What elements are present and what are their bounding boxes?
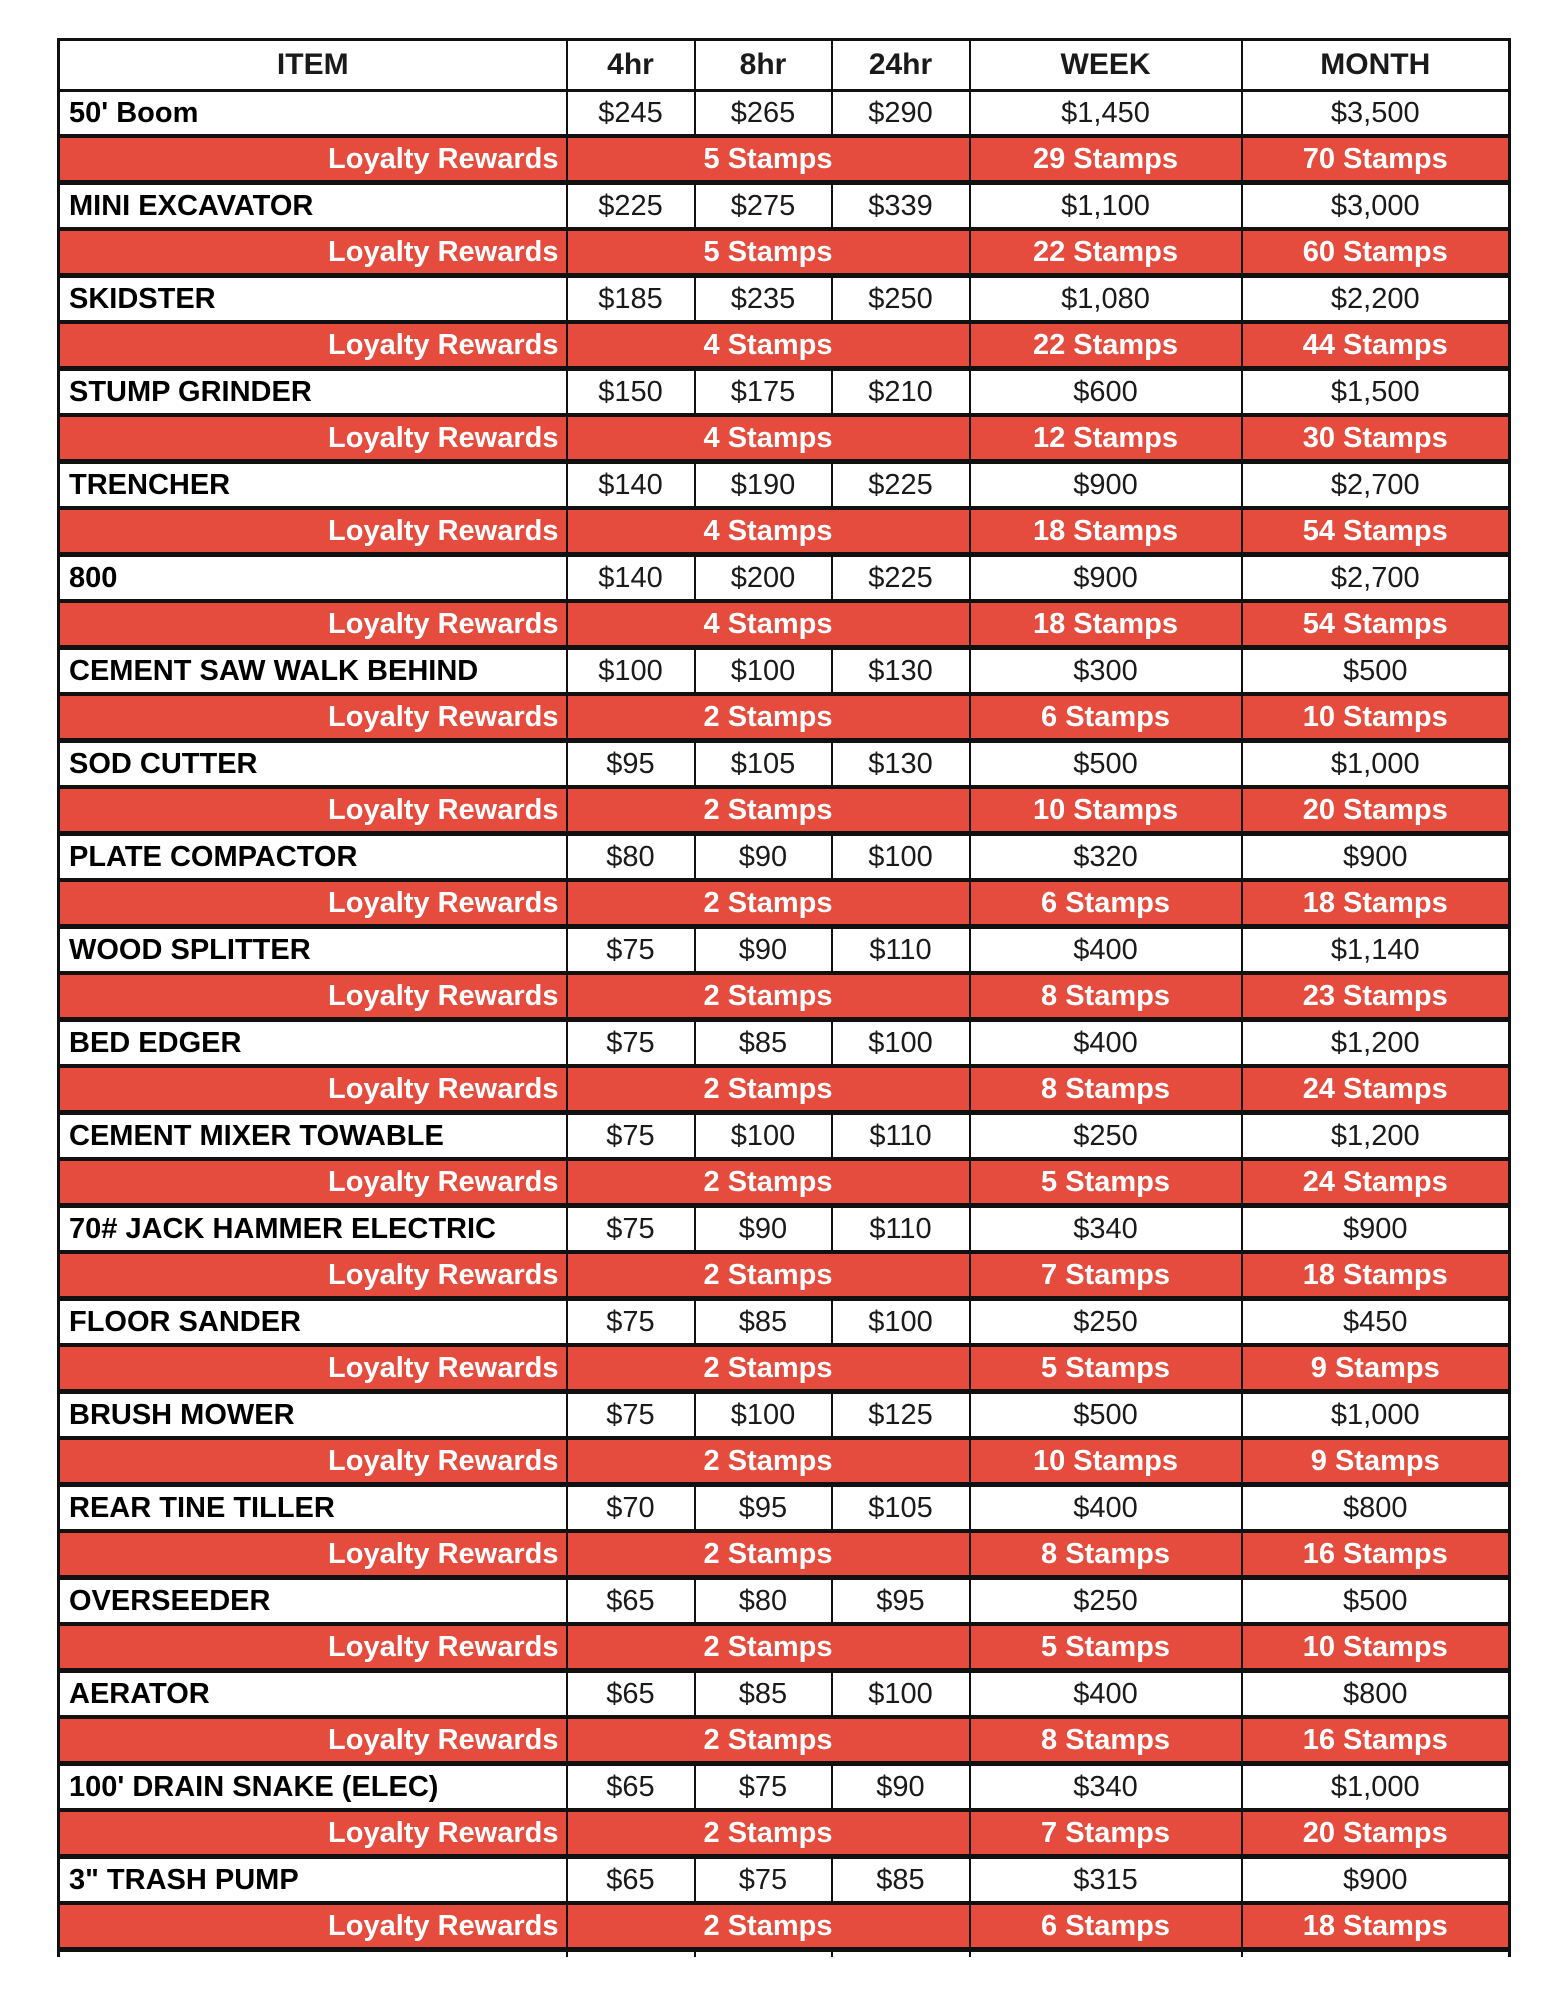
loyalty-stamps-base: 2 Stamps	[567, 1903, 970, 1950]
column-header-4hr: 4hr	[567, 40, 695, 91]
loyalty-stamps-base: 5 Stamps	[567, 136, 970, 183]
price-week: $340	[970, 1206, 1242, 1253]
price-week: $900	[970, 462, 1242, 509]
loyalty-stamps-month: 23 Stamps	[1242, 973, 1510, 1020]
loyalty-stamps-month: 18 Stamps	[1242, 1903, 1510, 1950]
item-name: PLATE COMPACTOR	[59, 834, 567, 881]
price-24hr: $110	[832, 1113, 970, 1160]
item-name: SOD CUTTER	[59, 741, 567, 788]
price-week: $340	[970, 1764, 1242, 1811]
loyalty-stamps-month: 18 Stamps	[1242, 880, 1510, 927]
partial-cell	[970, 1950, 1242, 1958]
item-row	[59, 183, 1510, 230]
price-8hr: $90	[695, 834, 832, 881]
price-week: $250	[970, 1113, 1242, 1160]
loyalty-stamps-month: 10 Stamps	[1242, 694, 1510, 741]
loyalty-stamps-week: 8 Stamps	[970, 1531, 1242, 1578]
partial-row	[59, 1950, 1510, 1958]
loyalty-stamps-month: 44 Stamps	[1242, 322, 1510, 369]
price-24hr: $225	[832, 555, 970, 602]
loyalty-label: Loyalty Rewards	[59, 1159, 567, 1206]
partial-cell	[59, 1950, 567, 1958]
price-4hr: $185	[567, 276, 695, 323]
price-8hr: $80	[695, 1578, 832, 1625]
loyalty-stamps-week: 8 Stamps	[970, 973, 1242, 1020]
price-8hr: $265	[695, 91, 832, 137]
loyalty-label: Loyalty Rewards	[59, 880, 567, 927]
loyalty-row	[59, 415, 1510, 462]
price-24hr: $250	[832, 276, 970, 323]
loyalty-stamps-base: 2 Stamps	[567, 1159, 970, 1206]
loyalty-label: Loyalty Rewards	[59, 1717, 567, 1764]
price-24hr: $110	[832, 1206, 970, 1253]
item-row	[59, 927, 1510, 974]
loyalty-row	[59, 1066, 1510, 1113]
price-month: $3,000	[1242, 183, 1510, 230]
loyalty-label: Loyalty Rewards	[59, 1624, 567, 1671]
price-24hr: $110	[832, 927, 970, 974]
loyalty-stamps-month: 54 Stamps	[1242, 601, 1510, 648]
loyalty-stamps-week: 12 Stamps	[970, 415, 1242, 462]
loyalty-stamps-base: 4 Stamps	[567, 322, 970, 369]
item-name: 800	[59, 555, 567, 602]
loyalty-stamps-base: 2 Stamps	[567, 1438, 970, 1485]
loyalty-row	[59, 1252, 1510, 1299]
loyalty-label: Loyalty Rewards	[59, 601, 567, 648]
price-24hr: $130	[832, 741, 970, 788]
loyalty-stamps-week: 18 Stamps	[970, 508, 1242, 555]
loyalty-stamps-month: 20 Stamps	[1242, 787, 1510, 834]
price-24hr: $100	[832, 1671, 970, 1718]
price-week: $300	[970, 648, 1242, 695]
loyalty-label: Loyalty Rewards	[59, 229, 567, 276]
loyalty-stamps-month: 24 Stamps	[1242, 1159, 1510, 1206]
price-month: $450	[1242, 1299, 1510, 1346]
item-row	[59, 834, 1510, 881]
price-month: $800	[1242, 1485, 1510, 1532]
loyalty-label: Loyalty Rewards	[59, 322, 567, 369]
column-header-item: ITEM	[59, 40, 567, 91]
price-month: $900	[1242, 834, 1510, 881]
item-row	[59, 1857, 1510, 1904]
price-4hr: $65	[567, 1764, 695, 1811]
item-name: TRENCHER	[59, 462, 567, 509]
item-row	[59, 648, 1510, 695]
price-week: $400	[970, 1485, 1242, 1532]
loyalty-stamps-month: 60 Stamps	[1242, 229, 1510, 276]
header-row	[59, 40, 1510, 91]
loyalty-row	[59, 787, 1510, 834]
loyalty-label: Loyalty Rewards	[59, 1810, 567, 1857]
loyalty-stamps-base: 2 Stamps	[567, 787, 970, 834]
price-week: $900	[970, 555, 1242, 602]
loyalty-stamps-base: 2 Stamps	[567, 1810, 970, 1857]
loyalty-stamps-base: 2 Stamps	[567, 1717, 970, 1764]
price-24hr: $125	[832, 1392, 970, 1439]
loyalty-row	[59, 694, 1510, 741]
column-header-8hr: 8hr	[695, 40, 832, 91]
price-8hr: $75	[695, 1764, 832, 1811]
item-row	[59, 1392, 1510, 1439]
table-body	[59, 91, 1510, 1958]
price-8hr: $85	[695, 1671, 832, 1718]
price-24hr: $90	[832, 1764, 970, 1811]
loyalty-stamps-base: 2 Stamps	[567, 694, 970, 741]
loyalty-stamps-month: 18 Stamps	[1242, 1252, 1510, 1299]
price-month: $900	[1242, 1206, 1510, 1253]
price-month: $1,200	[1242, 1020, 1510, 1067]
price-4hr: $65	[567, 1857, 695, 1904]
price-week: $250	[970, 1299, 1242, 1346]
item-name: 100' DRAIN SNAKE (ELEC)	[59, 1764, 567, 1811]
price-week: $320	[970, 834, 1242, 881]
price-8hr: $100	[695, 1392, 832, 1439]
loyalty-label: Loyalty Rewards	[59, 136, 567, 183]
loyalty-stamps-month: 70 Stamps	[1242, 136, 1510, 183]
loyalty-stamps-week: 6 Stamps	[970, 694, 1242, 741]
loyalty-stamps-base: 4 Stamps	[567, 508, 970, 555]
price-week: $1,100	[970, 183, 1242, 230]
item-name: 3" TRASH PUMP	[59, 1857, 567, 1904]
price-week: $315	[970, 1857, 1242, 1904]
price-8hr: $100	[695, 648, 832, 695]
price-month: $1,500	[1242, 369, 1510, 416]
loyalty-stamps-month: 24 Stamps	[1242, 1066, 1510, 1113]
price-24hr: $339	[832, 183, 970, 230]
loyalty-stamps-base: 2 Stamps	[567, 880, 970, 927]
loyalty-stamps-week: 5 Stamps	[970, 1159, 1242, 1206]
price-week: $400	[970, 1020, 1242, 1067]
loyalty-label: Loyalty Rewards	[59, 1345, 567, 1392]
price-24hr: $85	[832, 1857, 970, 1904]
price-month: $500	[1242, 648, 1510, 695]
column-header-week: WEEK	[970, 40, 1242, 91]
price-8hr: $95	[695, 1485, 832, 1532]
loyalty-row	[59, 322, 1510, 369]
price-8hr: $90	[695, 1206, 832, 1253]
price-week: $400	[970, 1671, 1242, 1718]
partial-cell	[567, 1950, 695, 1958]
loyalty-stamps-week: 7 Stamps	[970, 1810, 1242, 1857]
price-24hr: $210	[832, 369, 970, 416]
column-header-month: MONTH	[1242, 40, 1510, 91]
item-name: OVERSEEDER	[59, 1578, 567, 1625]
price-month: $900	[1242, 1857, 1510, 1904]
price-8hr: $85	[695, 1299, 832, 1346]
loyalty-row	[59, 1810, 1510, 1857]
loyalty-row	[59, 136, 1510, 183]
item-name: WOOD SPLITTER	[59, 927, 567, 974]
price-8hr: $105	[695, 741, 832, 788]
price-month: $1,140	[1242, 927, 1510, 974]
item-name: STUMP GRINDER	[59, 369, 567, 416]
price-week: $250	[970, 1578, 1242, 1625]
loyalty-stamps-base: 5 Stamps	[567, 229, 970, 276]
loyalty-row	[59, 601, 1510, 648]
loyalty-stamps-week: 8 Stamps	[970, 1717, 1242, 1764]
price-8hr: $175	[695, 369, 832, 416]
item-row	[59, 1485, 1510, 1532]
loyalty-stamps-week: 22 Stamps	[970, 322, 1242, 369]
loyalty-stamps-week: 8 Stamps	[970, 1066, 1242, 1113]
item-row	[59, 1764, 1510, 1811]
price-24hr: $100	[832, 1299, 970, 1346]
price-week: $1,080	[970, 276, 1242, 323]
price-8hr: $200	[695, 555, 832, 602]
item-row	[59, 741, 1510, 788]
partial-cell	[1242, 1950, 1510, 1958]
item-name: BED EDGER	[59, 1020, 567, 1067]
price-8hr: $190	[695, 462, 832, 509]
price-8hr: $275	[695, 183, 832, 230]
price-4hr: $75	[567, 927, 695, 974]
price-month: $800	[1242, 1671, 1510, 1718]
loyalty-stamps-week: 5 Stamps	[970, 1345, 1242, 1392]
loyalty-stamps-base: 2 Stamps	[567, 1252, 970, 1299]
loyalty-stamps-week: 29 Stamps	[970, 136, 1242, 183]
price-24hr: $225	[832, 462, 970, 509]
loyalty-stamps-base: 2 Stamps	[567, 1066, 970, 1113]
item-name: AERATOR	[59, 1671, 567, 1718]
item-row	[59, 276, 1510, 323]
price-month: $1,000	[1242, 741, 1510, 788]
item-row	[59, 1578, 1510, 1625]
loyalty-stamps-month: 30 Stamps	[1242, 415, 1510, 462]
price-month: $2,700	[1242, 555, 1510, 602]
price-24hr: $105	[832, 1485, 970, 1532]
loyalty-row	[59, 1345, 1510, 1392]
price-4hr: $65	[567, 1671, 695, 1718]
partial-cell	[832, 1950, 970, 1958]
price-8hr: $85	[695, 1020, 832, 1067]
item-name: BRUSH MOWER	[59, 1392, 567, 1439]
loyalty-stamps-month: 16 Stamps	[1242, 1717, 1510, 1764]
loyalty-stamps-week: 10 Stamps	[970, 1438, 1242, 1485]
price-8hr: $90	[695, 927, 832, 974]
loyalty-stamps-week: 10 Stamps	[970, 787, 1242, 834]
item-name: SKIDSTER	[59, 276, 567, 323]
loyalty-stamps-base: 4 Stamps	[567, 415, 970, 462]
price-4hr: $245	[567, 91, 695, 137]
price-month: $2,700	[1242, 462, 1510, 509]
loyalty-stamps-week: 5 Stamps	[970, 1624, 1242, 1671]
loyalty-stamps-base: 2 Stamps	[567, 1345, 970, 1392]
item-row	[59, 1206, 1510, 1253]
price-4hr: $100	[567, 648, 695, 695]
loyalty-row	[59, 508, 1510, 555]
item-row	[59, 91, 1510, 137]
price-month: $1,000	[1242, 1764, 1510, 1811]
item-name: CEMENT MIXER TOWABLE	[59, 1113, 567, 1160]
price-24hr: $290	[832, 91, 970, 137]
loyalty-label: Loyalty Rewards	[59, 415, 567, 462]
loyalty-stamps-month: 10 Stamps	[1242, 1624, 1510, 1671]
loyalty-stamps-month: 9 Stamps	[1242, 1438, 1510, 1485]
rental-price-table	[57, 38, 1511, 1957]
loyalty-stamps-week: 18 Stamps	[970, 601, 1242, 648]
loyalty-label: Loyalty Rewards	[59, 787, 567, 834]
loyalty-label: Loyalty Rewards	[59, 508, 567, 555]
price-4hr: $75	[567, 1392, 695, 1439]
price-8hr: $235	[695, 276, 832, 323]
table-header	[59, 40, 1510, 91]
price-8hr: $75	[695, 1857, 832, 1904]
price-4hr: $80	[567, 834, 695, 881]
item-row	[59, 462, 1510, 509]
item-row	[59, 555, 1510, 602]
loyalty-row	[59, 973, 1510, 1020]
price-4hr: $150	[567, 369, 695, 416]
loyalty-row	[59, 1438, 1510, 1485]
price-month: $2,200	[1242, 276, 1510, 323]
loyalty-label: Loyalty Rewards	[59, 1252, 567, 1299]
price-week: $600	[970, 369, 1242, 416]
loyalty-label: Loyalty Rewards	[59, 1903, 567, 1950]
loyalty-stamps-base: 4 Stamps	[567, 601, 970, 648]
price-month: $500	[1242, 1578, 1510, 1625]
loyalty-row	[59, 229, 1510, 276]
price-4hr: $95	[567, 741, 695, 788]
price-month: $1,200	[1242, 1113, 1510, 1160]
loyalty-stamps-base: 2 Stamps	[567, 1624, 970, 1671]
loyalty-stamps-week: 6 Stamps	[970, 880, 1242, 927]
loyalty-stamps-week: 7 Stamps	[970, 1252, 1242, 1299]
partial-cell	[695, 1950, 832, 1958]
item-row	[59, 1020, 1510, 1067]
price-24hr: $130	[832, 648, 970, 695]
loyalty-stamps-month: 16 Stamps	[1242, 1531, 1510, 1578]
price-4hr: $225	[567, 183, 695, 230]
item-row	[59, 1671, 1510, 1718]
item-name: FLOOR SANDER	[59, 1299, 567, 1346]
price-4hr: $75	[567, 1113, 695, 1160]
price-week: $400	[970, 927, 1242, 974]
loyalty-stamps-week: 22 Stamps	[970, 229, 1242, 276]
loyalty-row	[59, 1903, 1510, 1950]
loyalty-stamps-base: 2 Stamps	[567, 973, 970, 1020]
item-name: REAR TINE TILLER	[59, 1485, 567, 1532]
loyalty-label: Loyalty Rewards	[59, 1531, 567, 1578]
item-row	[59, 1299, 1510, 1346]
price-month: $3,500	[1242, 91, 1510, 137]
price-month: $1,000	[1242, 1392, 1510, 1439]
price-week: $500	[970, 1392, 1242, 1439]
column-header-24hr: 24hr	[832, 40, 970, 91]
item-name: MINI EXCAVATOR	[59, 183, 567, 230]
loyalty-row	[59, 1624, 1510, 1671]
loyalty-label: Loyalty Rewards	[59, 973, 567, 1020]
loyalty-row	[59, 1717, 1510, 1764]
loyalty-stamps-month: 54 Stamps	[1242, 508, 1510, 555]
loyalty-label: Loyalty Rewards	[59, 1438, 567, 1485]
loyalty-row	[59, 880, 1510, 927]
item-name: 50' Boom	[59, 91, 567, 137]
price-4hr: $140	[567, 462, 695, 509]
price-24hr: $100	[832, 834, 970, 881]
loyalty-row	[59, 1531, 1510, 1578]
price-24hr: $95	[832, 1578, 970, 1625]
price-4hr: $65	[567, 1578, 695, 1625]
loyalty-label: Loyalty Rewards	[59, 1066, 567, 1113]
price-4hr: $75	[567, 1206, 695, 1253]
loyalty-stamps-month: 20 Stamps	[1242, 1810, 1510, 1857]
item-name: CEMENT SAW WALK BEHIND	[59, 648, 567, 695]
loyalty-stamps-week: 6 Stamps	[970, 1903, 1242, 1950]
price-4hr: $75	[567, 1299, 695, 1346]
price-week: $1,450	[970, 91, 1242, 137]
price-4hr: $70	[567, 1485, 695, 1532]
price-week: $500	[970, 741, 1242, 788]
item-row	[59, 369, 1510, 416]
loyalty-stamps-month: 9 Stamps	[1242, 1345, 1510, 1392]
loyalty-row	[59, 1159, 1510, 1206]
price-4hr: $140	[567, 555, 695, 602]
item-row	[59, 1113, 1510, 1160]
loyalty-stamps-base: 2 Stamps	[567, 1531, 970, 1578]
loyalty-label: Loyalty Rewards	[59, 694, 567, 741]
price-4hr: $75	[567, 1020, 695, 1067]
price-8hr: $100	[695, 1113, 832, 1160]
item-name: 70# JACK HAMMER ELECTRIC	[59, 1206, 567, 1253]
price-24hr: $100	[832, 1020, 970, 1067]
